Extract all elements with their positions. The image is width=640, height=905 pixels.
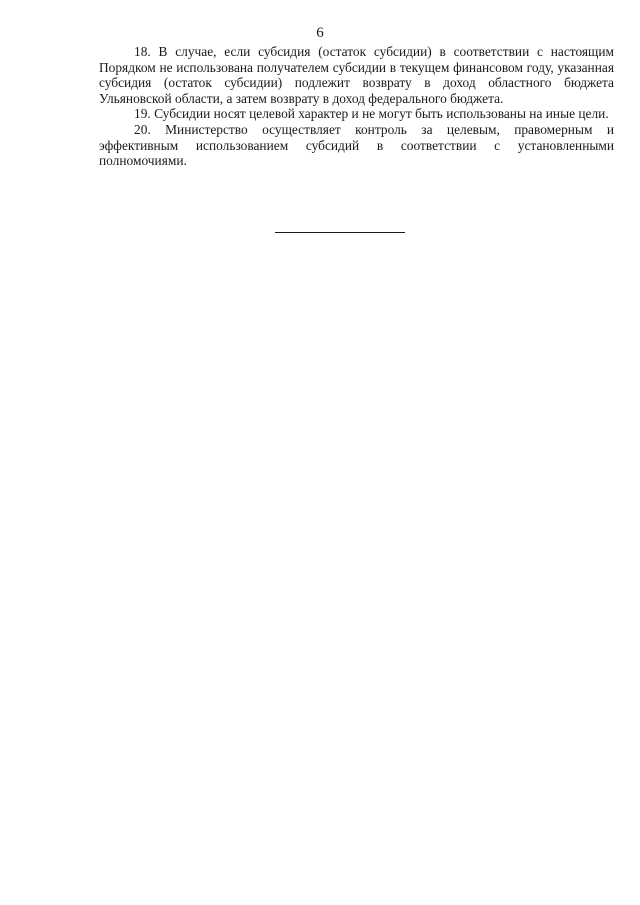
document-body [99, 44, 614, 169]
page-number: 6 [316, 25, 324, 41]
paragraph-19: 19. Субсидии носят целевой характер и не могут быть использованы на иные цели. [134, 106, 609, 122]
paragraph-20: 20. Министерство осуществляет контроль за целевым, правомерным и эффективным использованием субсидий в соответствии с установленными полномочиями. [99, 121, 614, 169]
end-of-document-rule [275, 232, 405, 233]
paragraph-18: 18. В случае, если субсидия (остаток субсидии) в соответствии с настоящим Порядком не использована получателем субсидии в текущем финансовом году, указанная субсидия (остаток субсидии) подлежит возврату в доход областного бюджета Ульяновской области, а затем возврату в доход федерального бюджета. [99, 44, 614, 106]
